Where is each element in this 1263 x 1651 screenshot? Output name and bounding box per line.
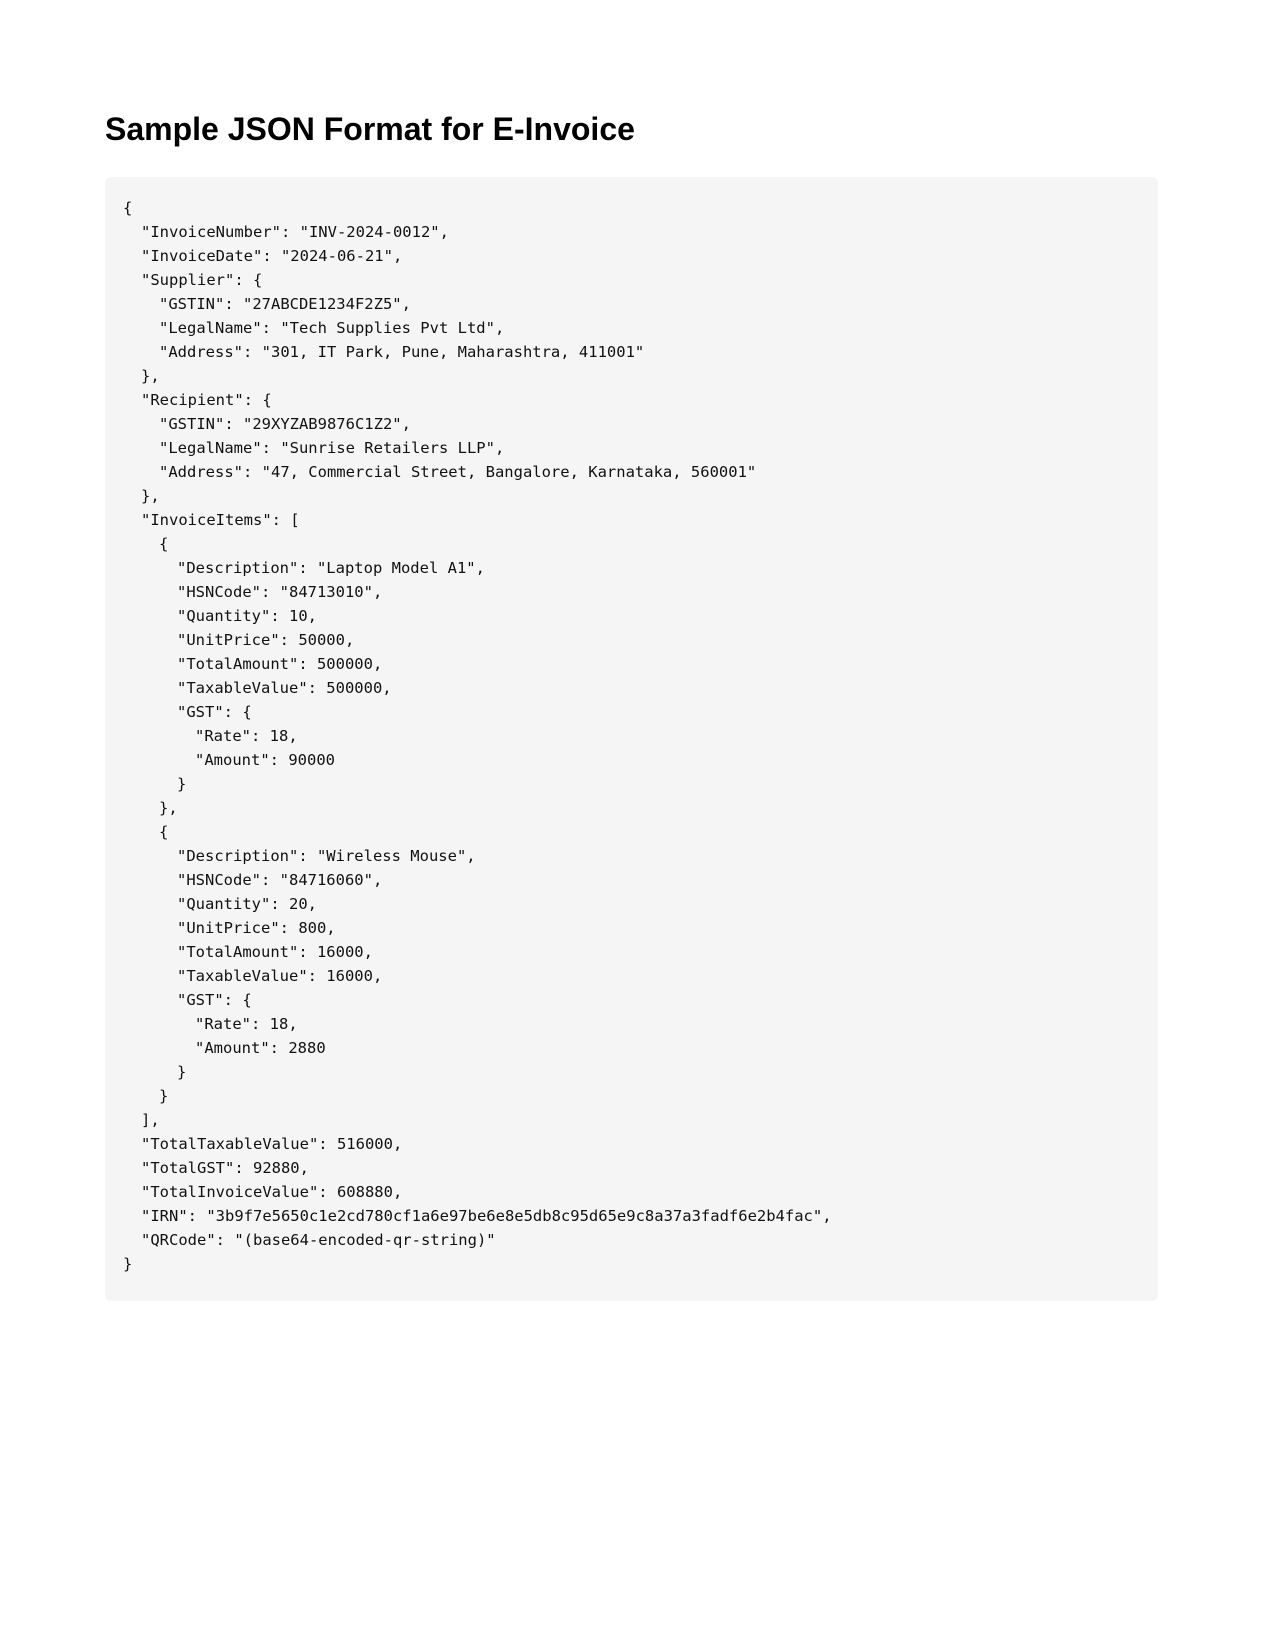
json-code-block bbox=[105, 177, 1158, 1301]
code-line: "UnitPrice": 50000, bbox=[177, 631, 355, 649]
code-line: } bbox=[177, 1063, 187, 1081]
code-line: "UnitPrice": 800, bbox=[177, 919, 336, 937]
code-line: { bbox=[159, 535, 169, 553]
code-line: ], bbox=[141, 1111, 160, 1129]
code-line: "HSNCode": "84713010", bbox=[177, 583, 383, 601]
code-line: "TotalTaxableValue": 516000, bbox=[141, 1135, 403, 1153]
code-line: "Quantity": 20, bbox=[177, 895, 317, 913]
code-line: "TotalGST": 92880, bbox=[141, 1159, 309, 1177]
code-line: "TotalAmount": 16000, bbox=[177, 943, 373, 961]
code-line: "TaxableValue": 16000, bbox=[177, 967, 383, 985]
code-line: "InvoiceItems": [ bbox=[141, 511, 300, 529]
page-title: Sample JSON Format for E-Invoice bbox=[105, 111, 635, 147]
code-line: "Quantity": 10, bbox=[177, 607, 317, 625]
code-line: "LegalName": "Tech Supplies Pvt Ltd", bbox=[159, 319, 505, 337]
code-line: "Supplier": { bbox=[141, 271, 263, 289]
code-line: "GST": { bbox=[177, 703, 252, 721]
code-line: "Amount": 2880 bbox=[195, 1039, 326, 1057]
code-line: "HSNCode": "84716060", bbox=[177, 871, 383, 889]
code-line: }, bbox=[141, 487, 160, 505]
code-line: "Recipient": { bbox=[141, 391, 272, 409]
code-line: "Rate": 18, bbox=[195, 727, 298, 745]
code-line: "Amount": 90000 bbox=[195, 751, 335, 769]
code-line: } bbox=[177, 775, 187, 793]
code-line: "TotalAmount": 500000, bbox=[177, 655, 383, 673]
code-line: "LegalName": "Sunrise Retailers LLP", bbox=[159, 439, 505, 457]
code-line: "GSTIN": "27ABCDE1234F2Z5", bbox=[159, 295, 411, 313]
code-line: "Description": "Laptop Model A1", bbox=[177, 559, 485, 577]
code-line: "QRCode": "(base64-encoded-qr-string)" bbox=[141, 1231, 496, 1249]
code-line: }, bbox=[141, 367, 160, 385]
code-line: "GST": { bbox=[177, 991, 252, 1009]
code-line: } bbox=[159, 1087, 169, 1105]
code-line: } bbox=[123, 1255, 133, 1273]
code-line: "GSTIN": "29XYZAB9876C1Z2", bbox=[159, 415, 411, 433]
code-line: "TotalInvoiceValue": 608880, bbox=[141, 1183, 403, 1201]
code-line: "TaxableValue": 500000, bbox=[177, 679, 392, 697]
code-line: "Description": "Wireless Mouse", bbox=[177, 847, 476, 865]
code-line: { bbox=[123, 199, 133, 217]
code-line: "InvoiceNumber": "INV-2024-0012", bbox=[141, 223, 449, 241]
code-line: { bbox=[159, 823, 169, 841]
code-line: }, bbox=[159, 799, 178, 817]
code-line: "Address": "47, Commercial Street, Bangalore, Karnataka, 560001" bbox=[159, 463, 757, 481]
code-line: "IRN": "3b9f7e5650c1e2cd780cf1a6e97be6e8e5db8c95d65e9c8a37a3fadf6e2b4fac", bbox=[141, 1207, 832, 1225]
code-line: "Rate": 18, bbox=[195, 1015, 298, 1033]
code-line: "InvoiceDate": "2024-06-21", bbox=[141, 247, 403, 265]
code-line: "Address": "301, IT Park, Pune, Maharashtra, 411001" bbox=[159, 343, 645, 361]
